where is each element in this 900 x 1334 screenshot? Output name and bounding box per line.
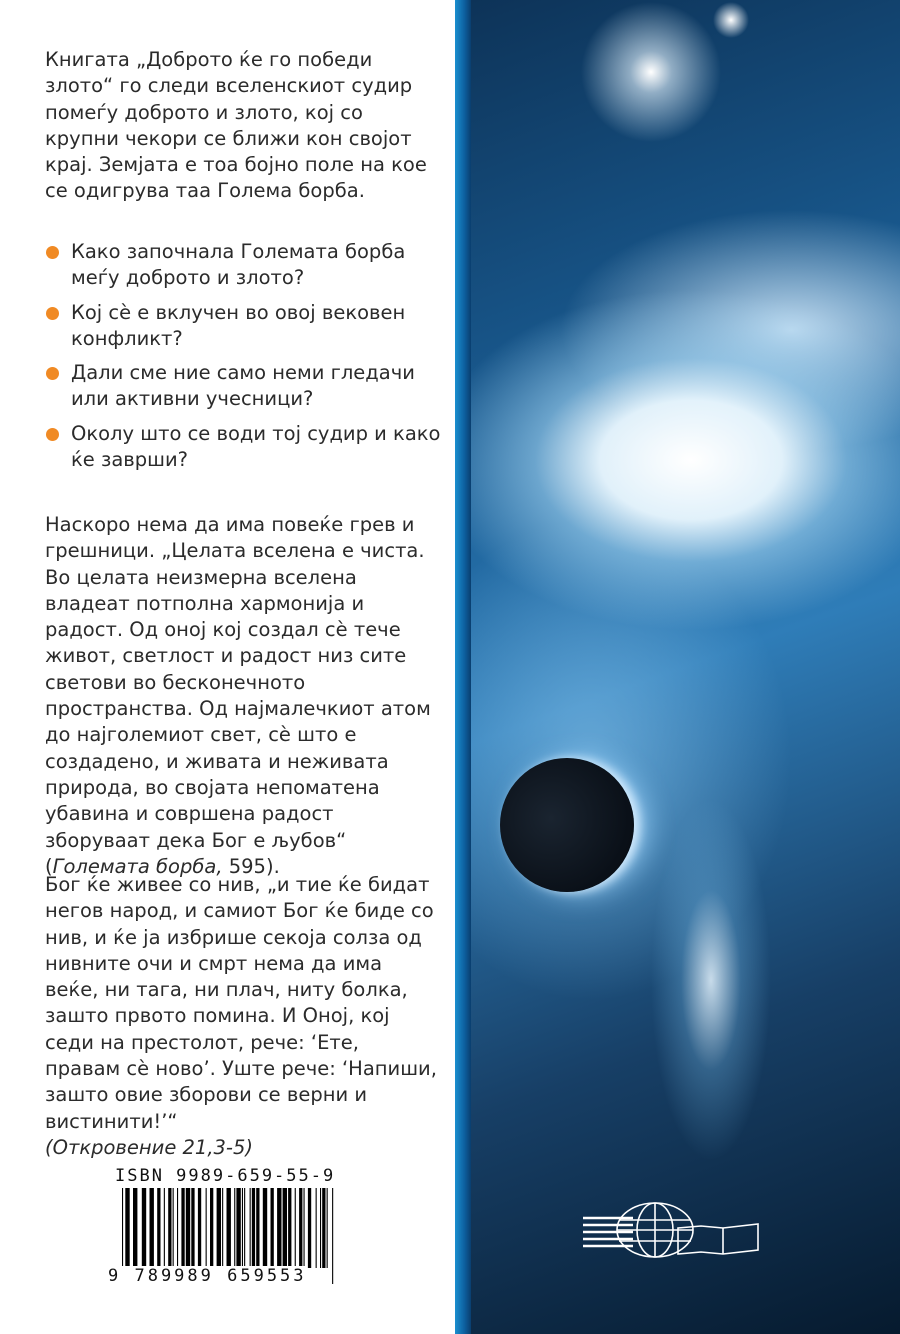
barcode-bar	[277, 1188, 281, 1268]
barcode-bar	[256, 1188, 259, 1268]
bullet-dot-icon	[46, 307, 59, 320]
blue-spine-strip	[455, 0, 471, 1334]
barcode-bar	[217, 1188, 221, 1268]
barcode-bar	[320, 1188, 321, 1268]
intro-text: Книгата „Доброто ќе го победи злото“ го следи вселенскиот судир помеѓу доброто и злото, кој со крупни чекори се ближи кон својот крај. Земјата е тоа бојно поле на кое се одигрува таа Голема борба.	[45, 48, 427, 203]
question-text: Кој сѐ е вклучен во овој вековен конфликт?	[71, 300, 406, 350]
barcode-bar	[308, 1188, 311, 1268]
barcode-bar	[186, 1188, 190, 1268]
barcode-bar	[295, 1188, 296, 1268]
barcode-number: 9 789989 659553	[108, 1266, 307, 1286]
barcode-bar	[150, 1188, 154, 1268]
barcode-bar	[210, 1188, 213, 1268]
barcode-bar	[164, 1188, 165, 1268]
question-item	[45, 300, 445, 353]
barcode-bar	[252, 1188, 255, 1268]
intro-paragraph	[45, 47, 440, 205]
space-illustration	[471, 0, 900, 1334]
question-text: Околу што се води тој судир и како ќе заврши?	[71, 421, 441, 472]
bullet-dot-icon	[46, 428, 59, 441]
quote-source: Големата борба,	[52, 854, 223, 878]
quote-page: 595).	[222, 854, 280, 878]
barcode-bar	[206, 1188, 207, 1268]
quote-text: Наскоро нема да има повеќе грев и грешници. „Целата вселена е чиста. Во целата неизмерна вселена владеат потполна хармонија и радост. Од оној кој создал сѐ тече живот, светлост и радост низ сите светови во бесконечното пространства. Од најмалечкиот атом до најголемиот свет, сѐ што е создадено, и живата и неживата природа, во својата непоматена убавина и совршена радост зборуваат дека Бог е љубов“ (	[45, 513, 431, 878]
barcode-bar	[236, 1188, 240, 1268]
barcode-bar	[191, 1188, 194, 1268]
barcode-bar	[271, 1188, 274, 1268]
question-item	[45, 239, 445, 292]
barcode-bar	[316, 1188, 317, 1268]
planet	[500, 758, 634, 892]
bullet-dot-icon	[46, 367, 59, 380]
barcode-bar	[133, 1188, 137, 1268]
barcode-bar	[304, 1188, 305, 1268]
scripture-paragraph	[45, 872, 440, 1161]
bullet-dot-icon	[46, 246, 59, 259]
question-list	[45, 239, 445, 481]
question-text: Како започнала Големата борба меѓу доброто и злото?	[71, 240, 406, 290]
barcode-bar	[142, 1188, 146, 1268]
barcode-bar	[288, 1188, 291, 1268]
question-text: Дали сме ние само неми гледачи или активни учесници?	[71, 361, 415, 411]
barcode-bar	[198, 1188, 201, 1268]
barcode-bar	[327, 1188, 328, 1268]
question-item	[45, 360, 445, 413]
barcode-bar	[222, 1188, 223, 1268]
barcode-bar	[250, 1188, 251, 1268]
quote-paragraph	[45, 512, 440, 880]
barcode-bar	[263, 1188, 267, 1268]
barcode-bar	[283, 1188, 287, 1268]
barcode-bar	[244, 1188, 245, 1268]
scripture-text: Бог ќе живее со нив, „и тие ќе бидат негов народ, и самиот Бог ќе биде со нив, и ќе ја избрише секоја солза од нивните очи и смрт нема да има веќе, ни тага, ни плач, ниту болка, зашто првото помина. И Оној, кој седи на престолот, рече: ‘Ете, правам сѐ ново’. Уште рече: ‘Напиши, зашто овие зборови се верни и вистинити!’“	[45, 873, 437, 1133]
publisher-globe-book-logo	[583, 1198, 763, 1258]
barcode-bar	[168, 1188, 171, 1268]
barcode-bar	[242, 1188, 243, 1268]
barcode-bar	[322, 1188, 325, 1268]
scripture-source: (Откровение 21,3-5)	[45, 1135, 253, 1159]
barcode-bar	[299, 1188, 302, 1268]
barcode-bar	[157, 1188, 160, 1268]
barcode-bar	[332, 1188, 333, 1284]
question-item	[45, 421, 445, 474]
isbn-label: ISBN 9989-659-55-9	[115, 1166, 336, 1186]
barcode-bar	[181, 1188, 184, 1268]
barcode-bar	[234, 1188, 235, 1268]
barcode-bar	[177, 1188, 178, 1268]
barcode-bar	[173, 1188, 174, 1268]
